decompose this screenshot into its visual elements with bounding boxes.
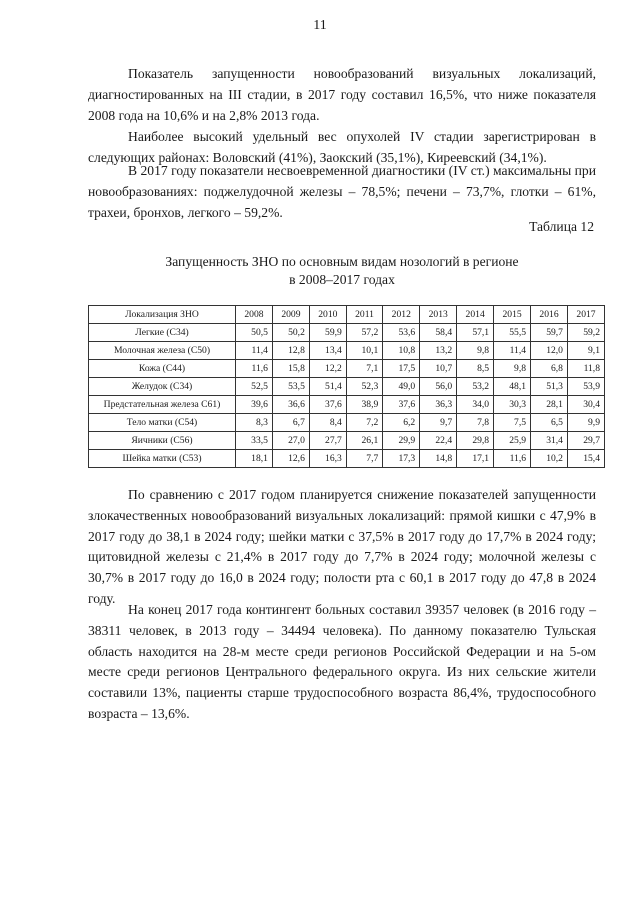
value-cell: 59,9 (309, 324, 346, 342)
localization-cell: Легкие (С34) (89, 324, 236, 342)
value-cell: 53,5 (272, 378, 309, 396)
value-cell: 38,9 (346, 396, 382, 414)
value-cell: 57,2 (346, 324, 382, 342)
value-cell: 36,6 (272, 396, 309, 414)
table-row (89, 378, 605, 396)
value-cell: 39,6 (236, 396, 273, 414)
value-cell: 56,0 (420, 378, 457, 396)
value-cell: 29,7 (567, 432, 604, 450)
value-cell: 8,4 (309, 414, 346, 432)
header-cell: 2013 (420, 306, 457, 324)
value-cell: 51,4 (309, 378, 346, 396)
value-cell: 53,9 (567, 378, 604, 396)
header-cell: 2010 (309, 306, 346, 324)
localization-cell: Тело матки (С54) (89, 414, 236, 432)
value-cell: 31,4 (531, 432, 568, 450)
table-row (89, 396, 605, 414)
value-cell: 58,4 (420, 324, 457, 342)
value-cell: 7,1 (346, 360, 382, 378)
value-cell: 6,8 (531, 360, 568, 378)
table-label: Таблица 12 (529, 219, 594, 234)
header-cell: 2011 (346, 306, 382, 324)
value-cell: 37,6 (309, 396, 346, 414)
header-cell: 2008 (236, 306, 273, 324)
value-cell: 7,7 (346, 450, 382, 468)
value-cell: 10,8 (383, 342, 420, 360)
value-cell: 8,5 (457, 360, 494, 378)
value-cell: 12,2 (309, 360, 346, 378)
header-cell: 2009 (272, 306, 309, 324)
value-cell: 49,0 (383, 378, 420, 396)
value-cell: 29,8 (457, 432, 494, 450)
value-cell: 12,8 (272, 342, 309, 360)
table-row (89, 432, 605, 450)
header-cell: 2017 (567, 306, 604, 324)
paragraph-patient-contingent: На конец 2017 года контингент больных составил 39357 человек (в 2016 году – 38311 человек, в 2013 году – 34494 человека). По данному показателю Тульская область находится на 28-м месте среди регионов Российской Федерации и на 5-ом месте среди регионов Центрального федерального округа. Из них сельские жители составили 13%, пациенты старше трудоспособного возраста 86,4%, трудоспособного возраста – 13,6%. (88, 602, 596, 721)
value-cell: 18,1 (236, 450, 273, 468)
value-cell: 37,6 (383, 396, 420, 414)
value-cell: 52,3 (346, 378, 382, 396)
paragraph-planned-reduction: По сравнению с 2017 годом планируется снижение показателей запущенности злокачественных новообразований визуальных локализаций: прямой кишки с 47,9% в 2017 году до 38,1 в 2024 году; шейки матки с 37,5% в 2017 году до 17,7% в 2024 году; щитовидной железы с 21,4% в 2017 году до 7,7% в 2024 году; молочной железы с 30,7% в 2017 году до 16,0 в 2024 году; полости рта с 60,1 в 2017 году до 47,8 в 2024 году. (88, 487, 596, 606)
paragraph-stage-iv-districts: Наиболее высокий удельный вес опухолей IV стадии зарегистрирован в следующих районах: Воловский (41%), Заокский (35,1%), Киреевский (34,1%). (88, 129, 596, 165)
table-row (89, 342, 605, 360)
header-cell: 2015 (494, 306, 531, 324)
value-cell: 9,8 (457, 342, 494, 360)
value-cell: 6,2 (383, 414, 420, 432)
table-title-line-2: в 2008–2017 годах (289, 272, 395, 287)
value-cell: 6,5 (531, 414, 568, 432)
page-number: 11 (313, 18, 327, 33)
value-cell: 8,3 (236, 414, 273, 432)
value-cell: 29,9 (383, 432, 420, 450)
table-row (89, 324, 605, 342)
value-cell: 11,8 (567, 360, 604, 378)
value-cell: 27,7 (309, 432, 346, 450)
value-cell: 59,2 (567, 324, 604, 342)
value-cell: 25,9 (494, 432, 531, 450)
value-cell: 33,5 (236, 432, 273, 450)
value-cell: 57,1 (457, 324, 494, 342)
value-cell: 7,8 (457, 414, 494, 432)
value-cell: 10,1 (346, 342, 382, 360)
value-cell: 30,3 (494, 396, 531, 414)
value-cell: 14,8 (420, 450, 457, 468)
table-row (89, 450, 605, 468)
value-cell: 11,6 (494, 450, 531, 468)
value-cell: 48,1 (494, 378, 531, 396)
table-title-line-1: Запущенность ЗНО по основным видам нозологий в регионе (165, 254, 519, 269)
table-row (89, 360, 605, 378)
value-cell: 13,2 (420, 342, 457, 360)
value-cell: 59,7 (531, 324, 568, 342)
header-cell: 2016 (531, 306, 568, 324)
value-cell: 55,5 (494, 324, 531, 342)
header-cell: 2014 (457, 306, 494, 324)
value-cell: 13,4 (309, 342, 346, 360)
value-cell: 36,3 (420, 396, 457, 414)
header-cell: Локализация ЗНО (89, 306, 236, 324)
value-cell: 9,8 (494, 360, 531, 378)
value-cell: 52,5 (236, 378, 273, 396)
value-cell: 34,0 (457, 396, 494, 414)
value-cell: 17,3 (383, 450, 420, 468)
value-cell: 9,1 (567, 342, 604, 360)
value-cell: 17,1 (457, 450, 494, 468)
value-cell: 15,8 (272, 360, 309, 378)
table-row (89, 414, 605, 432)
localization-cell: Шейка матки (С53) (89, 450, 236, 468)
localization-cell: Яичники (С56) (89, 432, 236, 450)
value-cell: 17,5 (383, 360, 420, 378)
value-cell: 7,5 (494, 414, 531, 432)
value-cell: 50,5 (236, 324, 273, 342)
value-cell: 6,7 (272, 414, 309, 432)
localization-cell: Предстательная железа С61) (89, 396, 236, 414)
value-cell: 11,4 (236, 342, 273, 360)
value-cell: 9,9 (567, 414, 604, 432)
value-cell: 26,1 (346, 432, 382, 450)
value-cell: 53,6 (383, 324, 420, 342)
table-title (88, 253, 596, 289)
value-cell: 9,7 (420, 414, 457, 432)
value-cell: 22,4 (420, 432, 457, 450)
value-cell: 10,7 (420, 360, 457, 378)
value-cell: 16,3 (309, 450, 346, 468)
paragraph-late-diagnosis: В 2017 году показатели несвоевременной диагностики (IV ст.) максимальны при новообразованиях: поджелудочной железы – 78,5%; печени – 73,7%, глотки – 61%, трахеи, бронхов, легкого – 59,2%. (88, 163, 596, 220)
table-body (89, 324, 605, 468)
value-cell: 11,4 (494, 342, 531, 360)
value-cell: 12,0 (531, 342, 568, 360)
value-cell: 50,2 (272, 324, 309, 342)
value-cell: 30,4 (567, 396, 604, 414)
paragraph-advanced-stage-iii: Показатель запущенности новообразований визуальных локализаций, диагностированных на III стадии, в 2017 году составил 16,5%, что ниже показателя 2008 года на 10,6% и на 2,8% 2013 года. (88, 66, 596, 123)
value-cell: 15,4 (567, 450, 604, 468)
header-cell: 2012 (383, 306, 420, 324)
value-cell: 11,6 (236, 360, 273, 378)
value-cell: 10,2 (531, 450, 568, 468)
value-cell: 28,1 (531, 396, 568, 414)
table-header-row (89, 306, 605, 324)
localization-cell: Кожа (С44) (89, 360, 236, 378)
value-cell: 53,2 (457, 378, 494, 396)
localization-cell: Желудок (С34) (89, 378, 236, 396)
localization-cell: Молочная железа (С50) (89, 342, 236, 360)
value-cell: 27,0 (272, 432, 309, 450)
value-cell: 12,6 (272, 450, 309, 468)
value-cell: 7,2 (346, 414, 382, 432)
value-cell: 51,3 (531, 378, 568, 396)
neglect-rates-table (88, 305, 605, 468)
